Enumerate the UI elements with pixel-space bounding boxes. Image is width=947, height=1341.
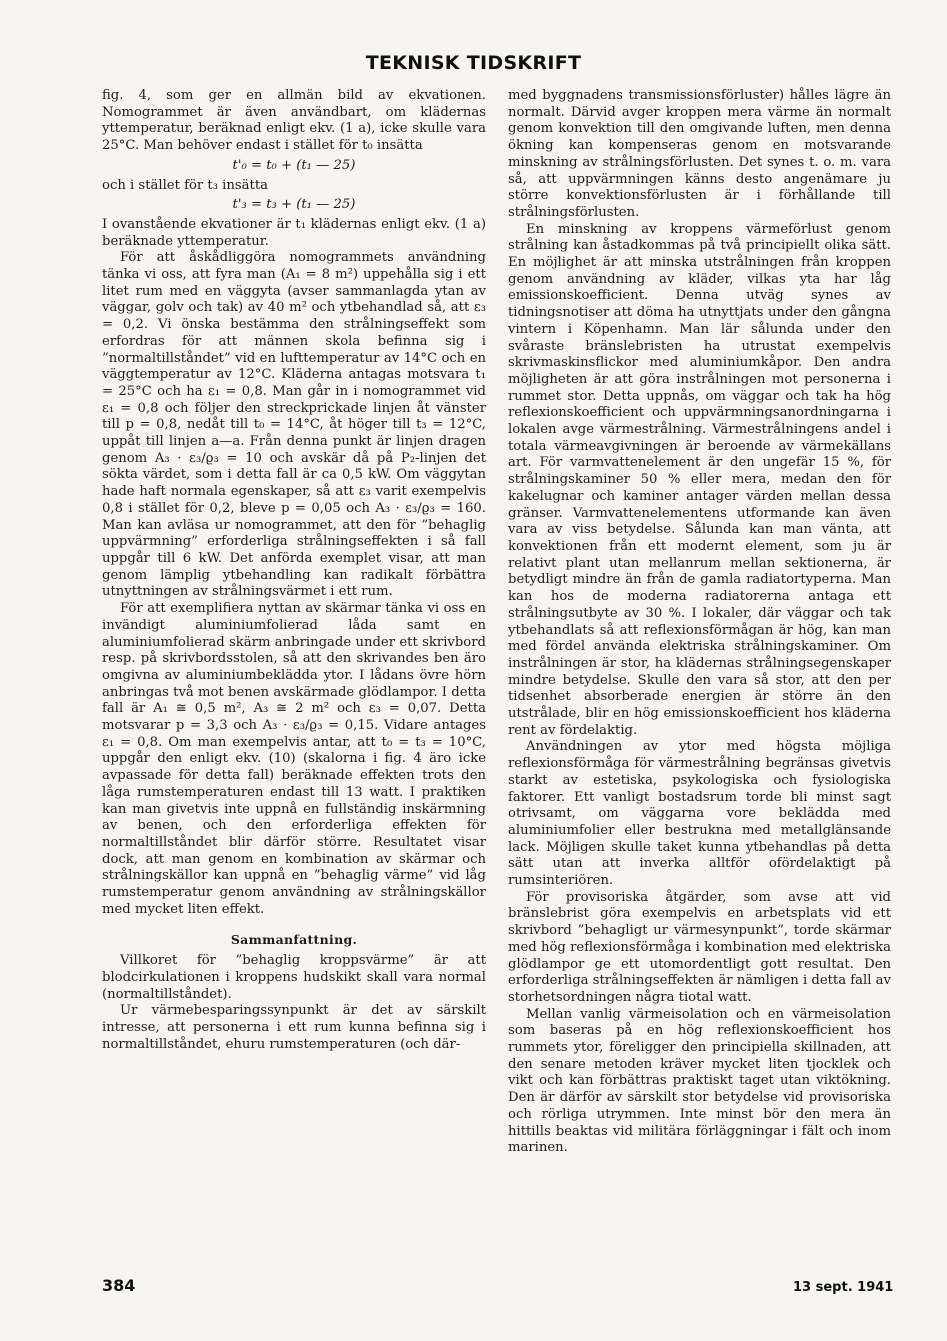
issue-date: 13 sept. 1941	[793, 1280, 894, 1295]
page-number: 384	[102, 1276, 136, 1295]
equation: t'₀ = t₀ + (t₁ — 25)	[232, 157, 356, 173]
paragraph: Användningen av ytor med högsta möjliga reflexionsförmåga för värmestrålning begränsas givetvis starkt av estetiska, psykologiska och fysiologiska faktorer. Ett vanligt bostadsrum torde bli minst sagt otrivsamt, om väggarna vore beklädda med aluminiumfolier eller bestrukna med metallglänsande lack. Möjligen skulle taket kunna ytbehandlas på detta sätt utan att inverka alltför ofördelaktigt på rumsinteriören.	[508, 739, 891, 889]
paragraph: och i stället för t₃ insätta	[102, 177, 268, 193]
paragraph: För att åskådliggöra nomogrammets användning tänka vi oss, att fyra man (A₁ = 8 m²) uppehålla sig i ett litet rum med en väggyta (avser sammanlagda ytan av väggar, golv och tak) av 40 m² och ytbehandlad så, att ε₃ = 0,2. Vi önska bestämma den strålningseffekt som erfordras för att männen skola befinna sig i ”normaltillståndet” vid en lufttemperatur av 14°C och en väggtemperatur av 12°C. Kläderna antagas motsvara t₁ = 25°C och ha ε₁ = 0,8. Man går in i nomogrammet vid ε₁ = 0,8 och följer den streckprickade linjen åt vänster till p = 0,8, nedåt till t₀ = 14°C, åt höger till t₃ = 12°C, uppåt till linjen a—a. Från denna punkt är linjen dragen genom A₃ · ε₃/ϱ₃ = 10 och avskär då på P₂-linjen det sökta värdet, som i detta fall är ca 0,5 kW. Om väggytan hade haft normala egenskaper, så att ε₃ varit exempelvis 0,8 i stället för 0,2, bleve p = 0,05 och A₃ · ε₃/ϱ₃ = 160. Man kan avläsa ur nomogrammet, att den för ”behaglig uppvärmning” erforderliga strålningseffekten i så fall uppgår till 6 kW. Det anförda exemplet visar, att man genom lämplig ytbehandling kan radikalt förbättra utnyttningen av strålningsvärmet i ett rum.	[102, 250, 486, 600]
paragraph: med byggnadens transmissionsförluster) hålles lägre än normalt. Därvid avger kroppen mera värme än normalt genom konvektion till den omgivande luften, men denna ökning kan kompenseras genom en motsvarande minskning av strålningsförlusten. Det synes t. o. m. vara så, att uppvärmningen känns desto angenämare ju större konvektionsförlusten är i förhållande till strålningsförlusten.	[508, 88, 891, 220]
journal-title: TEKNISK TIDSKRIFT	[365, 52, 582, 74]
paragraph: För provisoriska åtgärder, som avse att vid bränslebrist göra exempelvis en arbetsplats vid ett skrivbord ”behagligt ur värmesynpunkt”, torde skärmar med hög reflexionsförmåga i kombination med elektriska glödlampor ge ett utomordentligt gott resultat. Den erforderliga strålningseffekten är nämligen i detta fall av storhetsordningen några tiotal watt.	[508, 889, 891, 1005]
paragraph: En minskning av kroppens värmeförlust genom strålning kan åstadkommas på två principiellt olika sätt. En möjlighet är att minska utstrålningen från kroppen genom användning av kläder, vilkas yta har låg emissionskoefficient. Denna utväg synes av tidningsnotiser att döma ha utnyttjats under den gångna vintern i Köpenhamn. Man lär sålunda under den svåraste bränslebristen ha utrustat exempelvis skrivmaskinsflickor med aluminiumkåpor. Den andra möjligheten är att göra instrålningen mot personerna i rummet stor. Detta uppnås, om väggar och tak ha hög reflexionskoefficient och uppvärmningsanordningarna i lokalen avge värmestrålning. Värmestrålningens andel i totala värmeavgivningen är beroende av värmekällans art. För varmvattenelement är den ungefär 15 %, för strålningskaminer 50 % eller mera, medan den för kakelugnar och kaminer antager värden mellan dessa gränser. Varmvattenelementens utformande kan även vara av viss betydelse. Sålunda kan man vänta, att konvektionen från ett modernt element, som ju är relativt plant utan mellanrum mellan sektionerna, är betydligt mindre än från de gamla radiatortyperna. Man kan hos de moderna radiatorerna antaga ett strålningsutbyte av 30 %. I lokaler, där väggar och tak ytbehandlats så att reflexionsförmågan är hög, kan man med fördel använda elektriska strålningskaminer. Om instrålningen är stor, ha klädernas strålningsegenskaper mindre betydelse. Skulle den vara så stor, att den per tidsenhet absorberade energien är större än den utstrålade, blir en hög emissionskoefficient hos kläderna rent av fördelaktig.	[508, 221, 891, 738]
equation: t'₃ = t₃ + (t₁ — 25)	[232, 197, 356, 213]
paragraph: För att exemplifiera nyttan av skärmar tänka vi oss en invändigt aluminiumfolierad låda samt en aluminiumfolierad skärm anbringade under ett skrivbord resp. på skrivbordsstolen, så att den skrivandes ben äro omgivna av aluminiumbeklädda ytor. I lådans övre hörn anbringas två mot benen avskärmade glödlampor. I detta fall är A₁ ≅ 0,5 m², A₃ ≅ 2 m² och ε₃ = 0,07. Detta motsvarar p = 3,3 och A₃ · ε₃/ϱ₃ = 0,15. Vidare antages ε₁ = 0,8. Om man exempelvis antar, att t₀ = t₃ = 10°C, uppgår den enligt ekv. (10) (skalorna i fig. 4 äro icke avpassade för detta fall) beräknade effekten trots den låga rumstemperaturen endast till 13 watt. I praktiken kan man givetvis inte uppnå en fullständig inskärmning av benen, och den erforderliga effekten för normaltillståndet blir därför större. Resultatet visar dock, att man genom en kombination av skärmar och strålningskällor kan uppnå en ”behaglig värme” vid låg rumstemperatur genom användning av strålningskällor med mycket liten effekt.	[102, 601, 486, 917]
left-column	[102, 88, 486, 1053]
paragraph: Villkoret för ”behaglig kroppsvärme” är att blodcirkulationen i kroppens hudskikt skall vara normal (normaltillståndet).	[102, 953, 486, 1002]
paragraph: I ovanstående ekvationer är t₁ klädernas enligt ekv. (1 a) beräknade yttemperatur.	[102, 216, 486, 249]
section-heading: Sammanfattning.	[230, 932, 358, 948]
paragraph: Mellan vanlig värmeisolation och en värmeisolation som baseras på en hög reflexionskoefficient hos rummets ytor, föreligger den principiella skillnaden, att den senare metoden kräver mycket liten tjocklek och vikt och kan förbättras praktiskt taget utan viktökning. Den är därför av särskilt stor betydelse vid provisoriska och rörliga utrymmen. Inte minst bör den mera än hittills beaktas vid militära förläggningar i fält och inom marinen.	[508, 1006, 891, 1156]
right-column	[508, 88, 891, 1157]
paragraph: fig. 4, som ger en allmän bild av ekvationen. Nomogrammet är även användbart, om klädernas yttemperatur, beräknad enligt ekv. (1 a), icke skulle vara 25°C. Man behöver endast i stället för t₀ insätta	[102, 88, 486, 154]
paragraph: Ur värmebesparingssynpunkt är det av särskilt intresse, att personerna i ett rum kunna befinna sig i normaltillståndet, ehuru rumstemperaturen (och där-	[102, 1003, 486, 1052]
